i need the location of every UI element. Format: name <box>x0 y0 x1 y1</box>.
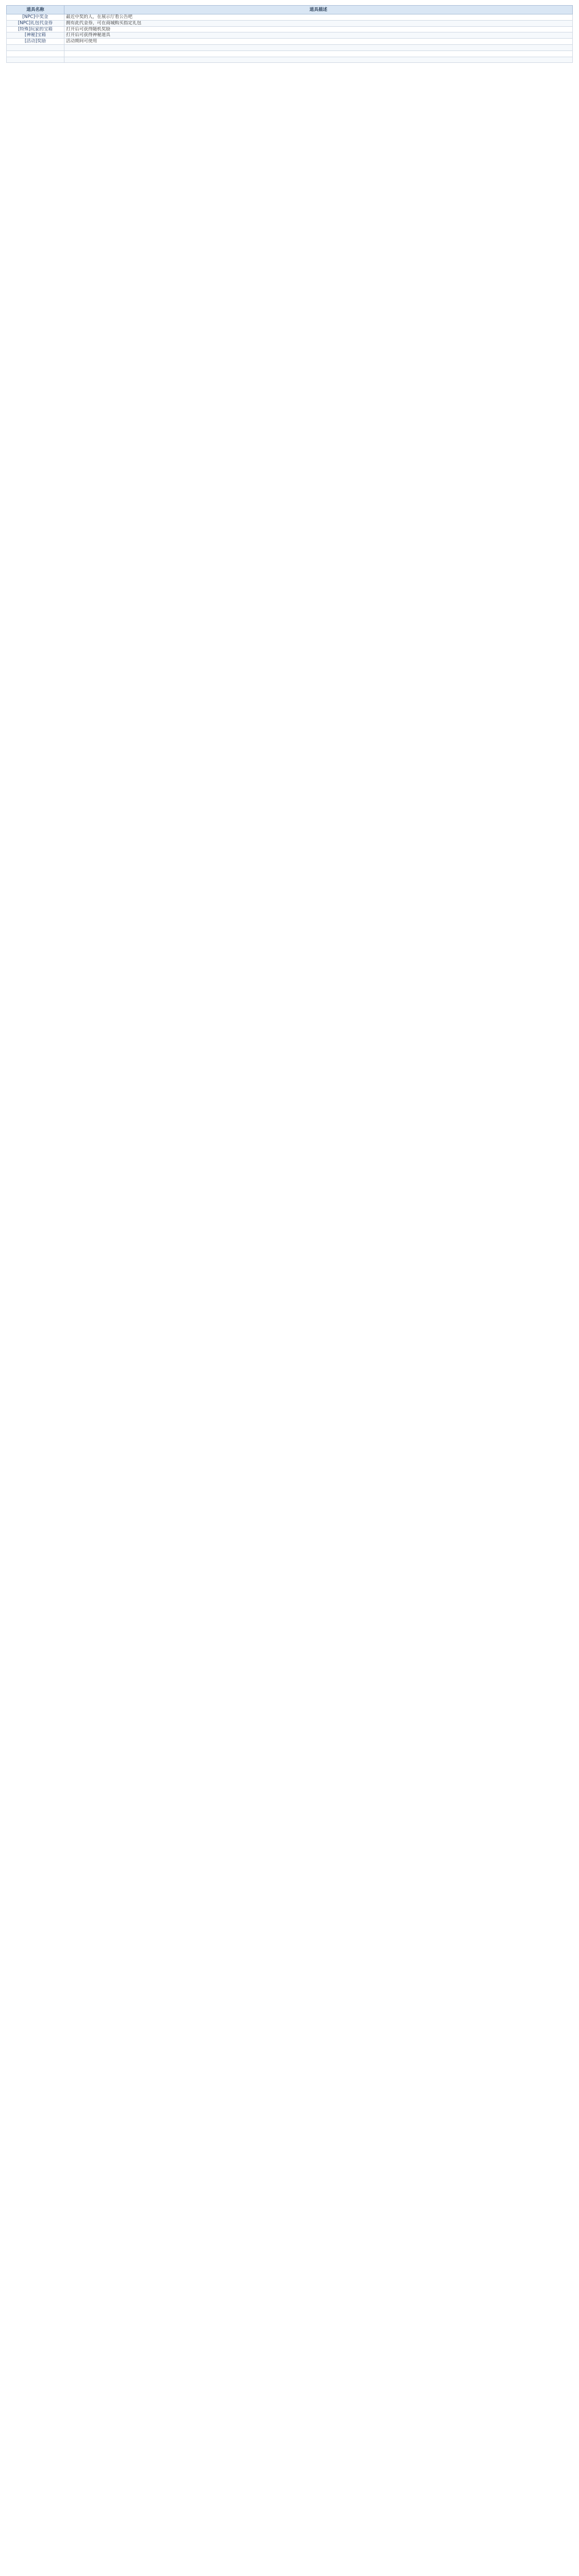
item-description-cell: 最近中奖的人，在展示厅看公告吧 <box>64 14 573 21</box>
item-name-cell: [特殊]玩家的宝箱 <box>7 26 64 32</box>
item-description-table <box>6 5 573 63</box>
table-body <box>7 14 573 63</box>
item-name-cell <box>7 50 64 57</box>
item-description-cell: 活动期间可使用 <box>64 39 573 45</box>
item-name-cell: [神秘]宝箱 <box>7 32 64 39</box>
item-name-cell: [NPC]礼包代金券 <box>7 20 64 26</box>
table-row <box>7 39 573 45</box>
table-row <box>7 20 573 26</box>
table-row <box>7 57 573 63</box>
table-row <box>7 50 573 57</box>
item-description-cell <box>64 57 573 63</box>
item-description-cell <box>64 44 573 50</box>
item-description-cell: 打开后可获得神秘道具 <box>64 32 573 39</box>
item-name-cell <box>7 57 64 63</box>
column-header-item-name: 道具名称 <box>7 6 64 14</box>
table-row <box>7 32 573 39</box>
item-description-cell <box>64 50 573 57</box>
table-header-row <box>7 6 573 14</box>
table-row <box>7 14 573 21</box>
table-row <box>7 44 573 50</box>
item-description-cell: 拥有此代金券，可在商城购买指定礼包 <box>64 20 573 26</box>
column-header-item-description: 道具描述 <box>64 6 573 14</box>
item-description-cell: 打开后可获得随机奖励 <box>64 26 573 32</box>
item-name-cell <box>7 44 64 50</box>
table-row <box>7 26 573 32</box>
item-name-cell: [NPC]中奖金 <box>7 14 64 21</box>
item-name-cell: [活动]奖励 <box>7 39 64 45</box>
